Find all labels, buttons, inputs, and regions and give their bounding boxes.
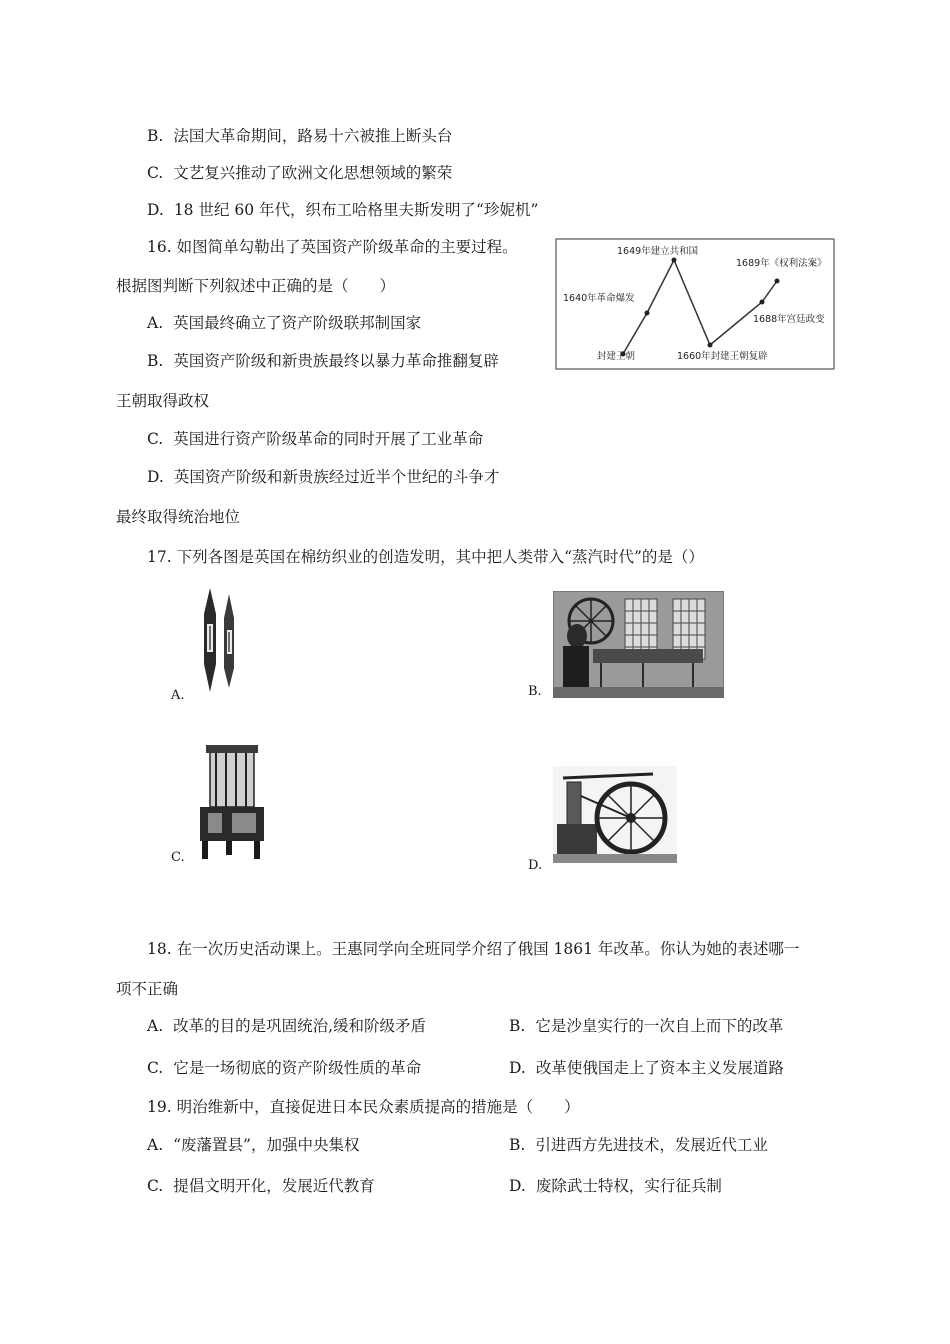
label-1649: 1649年建立共和国 bbox=[617, 246, 699, 257]
option-label: C. bbox=[147, 1059, 164, 1077]
revolution-process-diagram bbox=[555, 238, 835, 370]
q16-option-c bbox=[147, 429, 483, 449]
point-1660 bbox=[708, 343, 713, 348]
option-text: 改革的目的是巩固统治,缓和阶级矛盾 bbox=[173, 1017, 427, 1035]
q15-option-c bbox=[147, 163, 452, 183]
option-text: 英国最终确立了资产阶级联邦制国家 bbox=[173, 314, 422, 332]
q17-option-a-label: A. bbox=[171, 688, 185, 703]
option-text: 引进西方先进技术，发展近代工业 bbox=[535, 1136, 768, 1154]
option-label: B. bbox=[147, 127, 164, 145]
point-1688 bbox=[760, 300, 765, 305]
label-1689: 1689年《权利法案》 bbox=[736, 258, 827, 269]
water-frame-image bbox=[196, 741, 266, 863]
option-label: D. bbox=[509, 1059, 526, 1077]
q19-option-b bbox=[509, 1135, 768, 1155]
option-label: C. bbox=[147, 1177, 164, 1195]
q17-option-c-label: C. bbox=[171, 850, 185, 865]
option-label: D. bbox=[147, 468, 164, 486]
q16-option-b bbox=[147, 351, 499, 371]
q18-option-d bbox=[509, 1058, 784, 1078]
option-label: D. bbox=[509, 1177, 526, 1195]
q19-stem: 19. 明治维新中，直接促进日本民众素质提高的措施是（ ） bbox=[147, 1098, 580, 1116]
steam-engine-image bbox=[553, 766, 677, 863]
option-text: 它是一场彻底的资产阶级性质的革命 bbox=[173, 1059, 422, 1077]
q19-option-c bbox=[147, 1176, 375, 1196]
q17-option-d-label: D. bbox=[528, 858, 543, 873]
q16-stem-line2: 根据图判断下列叙述中正确的是（ ） bbox=[116, 277, 396, 295]
point-1640 bbox=[645, 311, 650, 316]
point-1649 bbox=[672, 258, 677, 263]
option-label: A. bbox=[147, 1017, 164, 1035]
option-text: 英国进行资产阶级革命的同时开展了工业革命 bbox=[173, 430, 484, 448]
q18-option-a bbox=[147, 1016, 426, 1036]
q19-option-d bbox=[509, 1176, 722, 1196]
option-label: B. bbox=[509, 1017, 526, 1035]
q16-stem-line1: 16. 如图简单勾勒出了英国资产阶级革命的主要过程。 bbox=[147, 238, 518, 256]
q19-option-a bbox=[147, 1135, 359, 1155]
label-1660: 1660年封建王朝复辟 bbox=[677, 351, 768, 362]
point-1689 bbox=[775, 279, 780, 284]
q15-option-d bbox=[147, 200, 538, 220]
option-label: A. bbox=[147, 314, 164, 332]
q16-option-b-cont: 王朝取得政权 bbox=[116, 392, 210, 410]
q18-stem-line1: 18. 在一次历史活动课上。王惠同学向全班同学介绍了俄国 1861 年改革。你认为她的表述哪一 bbox=[147, 940, 800, 958]
option-text: “废藩置县”，加强中央集权 bbox=[173, 1136, 360, 1154]
option-text: 文艺复兴推动了欧洲文化思想领域的繁荣 bbox=[173, 164, 453, 182]
q17-option-b-label: B. bbox=[528, 684, 542, 699]
option-label: A. bbox=[147, 1136, 164, 1154]
flying-shuttle-image bbox=[196, 584, 246, 696]
q16-option-d-cont: 最终取得统治地位 bbox=[116, 508, 241, 526]
q18-option-c bbox=[147, 1058, 421, 1078]
option-label: B. bbox=[509, 1136, 526, 1154]
option-text: 改革使俄国走上了资本主义发展道路 bbox=[535, 1059, 784, 1077]
q17-stem: 17. 下列各图是英国在棉纺织业的创造发明，其中把人类带入“蒸汽时代”的是（） bbox=[147, 548, 704, 566]
option-text: 18 世纪 60 年代，织布工哈格里夫斯发明了“珍妮机” bbox=[173, 201, 539, 219]
q18-option-b bbox=[509, 1016, 783, 1036]
option-label: D. bbox=[147, 201, 164, 219]
option-label: B. bbox=[147, 352, 164, 370]
option-text: 废除武士特权，实行征兵制 bbox=[535, 1177, 722, 1195]
q16-option-a bbox=[147, 313, 421, 333]
q18-stem-line2: 项不正确 bbox=[116, 980, 179, 998]
option-text: 英国资产阶级和新贵族经过近半个世纪的斗争才 bbox=[173, 468, 500, 486]
option-text: 法国大革命期间，路易十六被推上断头台 bbox=[173, 127, 453, 145]
label-1688: 1688年宫廷政变 bbox=[753, 314, 825, 325]
spinning-jenny-image bbox=[553, 591, 724, 698]
q15-option-b bbox=[147, 126, 452, 146]
label-feudal: 封建王朝 bbox=[597, 351, 636, 362]
option-text: 提倡文明开化，发展近代教育 bbox=[173, 1177, 375, 1195]
q16-option-d bbox=[147, 467, 499, 487]
option-label: C. bbox=[147, 430, 164, 448]
label-1640: 1640年革命爆发 bbox=[563, 293, 635, 304]
option-label: C. bbox=[147, 164, 164, 182]
option-text: 它是沙皇实行的一次自上而下的改革 bbox=[535, 1017, 784, 1035]
option-text: 英国资产阶级和新贵族最终以暴力革命推翻复辟 bbox=[173, 352, 499, 370]
